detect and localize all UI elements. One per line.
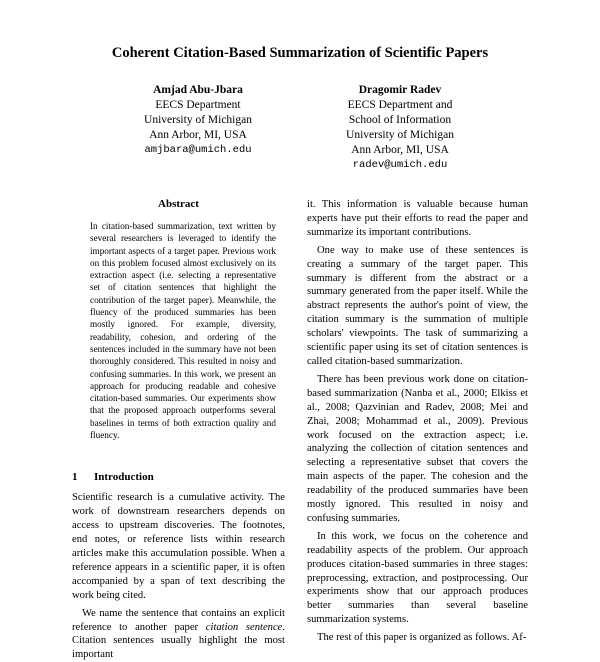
body-paragraph: One way to make use of these sentences is creating a summary of the target paper. This summary is different from the abstract or a summary generated from the paper itself. While the abstract represents the author's point of view, the citation summary is the summation of multiple scholars' viewpoints. The task of summarizing a scientific paper using its set of citation sentences is called citation-based summarization.: [307, 244, 528, 367]
abstract-text: In citation-based summarization, text written by several researchers is leveraged to identify the important aspects of a target paper. Previous work on this problem focused almost exclusively on its extraction aspect (i.e. selecting a representative set of citation sentences that highlight the contribution of the target paper). Meanwhile, the fluency of the produced summaries has been mostly ignored. For example, diversity, readability, cohesion, and ordering of the sentences included in the summary have not been thoroughly considered. This resulted in noisy and confusing summaries. In this work, we present an approach for producing readable and cohesive citation-based summaries. Our experiments show that the proposed approach outperforms several baselines in terms of both extraction quality and fluency.: [90, 221, 276, 441]
emphasized-term: citation sentence: [205, 621, 283, 633]
author-name: Dragomir Radev: [358, 84, 442, 96]
intro-paragraph-2: [72, 607, 285, 662]
author-affiliation: Ann Arbor, MI, USA: [351, 144, 449, 156]
body-paragraph: There has been previous work done on citation-based summarization (Nanba et al., 2000; Elkiss et al., 2008; Qazvinian and Radev, 2008; Mei and Zhai, 2008; Mohammad et al., 2009). Previous work focused on the extraction aspect; i.e. analyzing the collection of citation sentences and selecting a representative subset that covers the main aspects of the paper. The cohesion and the readability of the produced summaries have been mostly ignored. This resulted in noisy and confusing summaries.: [307, 373, 528, 524]
body-paragraph: The rest of this paper is organized as follows. Af-: [317, 632, 527, 644]
right-column: [307, 198, 528, 645]
intro-paragraph-1: Scientific research is a cumulative activity. The work of downstream researchers depends on access to upstream discoveries. The footnotes, end notes, or reference lists within research articles make this accumulation possible. When a reference appears in a scientific paper, it is often accompanied by a span of text describing the work being cited.: [72, 492, 285, 601]
author-affiliation: EECS Department and: [347, 99, 453, 111]
author-block-2: [280, 83, 520, 173]
author-affiliation: School of Information: [348, 114, 452, 126]
text-run: We name the sentence that contains an explicit reference to another paper: [72, 607, 285, 633]
author-email: radev@umich.edu: [352, 159, 448, 171]
abstract-heading: Abstract: [158, 198, 199, 210]
text-run: . Citation sentences usually highlight the most important: [72, 621, 286, 661]
body-paragraph: In this work, we focus on the coherence and readability aspects of the problem. Our approach produces citation-based summaries in three stages: preprocessing, extraction, and postprocessing. Our experiments show that our approach produces better summaries than several baseline summarization systems.: [307, 530, 528, 626]
author-affiliation: University of Michigan: [144, 114, 252, 126]
author-name: Amjad Abu-Jbara: [153, 84, 243, 96]
section-heading: [72, 471, 285, 483]
author-affiliation: EECS Department: [155, 99, 241, 111]
section-title: Introduction: [94, 471, 154, 484]
paper-title: Coherent Citation-Based Summarization of Scientific Papers: [111, 45, 489, 61]
left-column: [72, 198, 285, 662]
section-number: 1: [72, 471, 78, 484]
author-email: amjbara@umich.edu: [144, 144, 252, 156]
body-paragraph: it. This information is valuable because human experts have put their efforts to read the paper and summarize its important contributions.: [307, 199, 528, 238]
author-affiliation: University of Michigan: [346, 129, 454, 141]
author-affiliation: Ann Arbor, MI, USA: [149, 129, 247, 141]
